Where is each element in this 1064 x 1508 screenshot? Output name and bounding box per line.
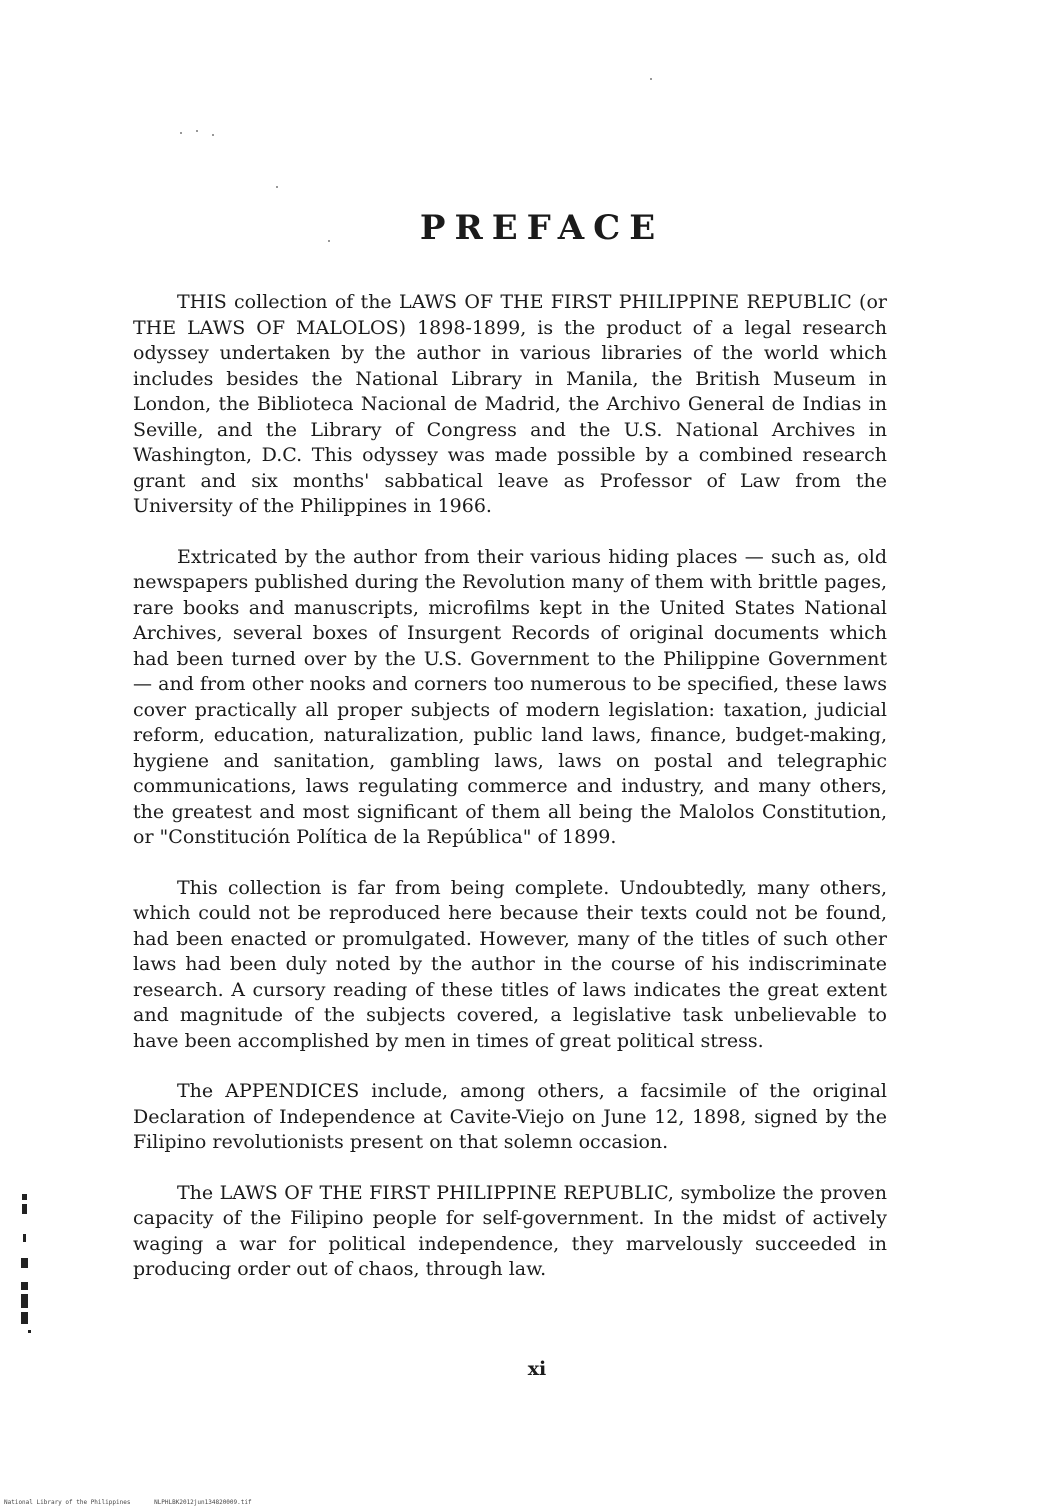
footer-file: NLPHLBK2012jun134820009.tif bbox=[154, 1499, 252, 1506]
scan-speck bbox=[212, 134, 214, 136]
footer-source: National Library of the Philippines bbox=[4, 1499, 131, 1506]
edge-stamp-marks bbox=[16, 1188, 34, 1338]
scan-footer bbox=[4, 1499, 272, 1506]
paragraph: THIS collection of the LAWS OF THE FIRST PHILIPPINE REPUBLIC (or THE LAWS OF MALOLOS) 1898-1899, is the product of a legal research odyssey undertaken by the author in various libraries of the world which includes besides the National Library in Manila, the British Museum in London, the Biblioteca Nacional de Madrid, the Archivo General de Indias in Seville, and the Library of Congress and the U.S. National Archives in Washington, D.C. This odyssey was made possible by a combined research grant and six months' sabbatical leave as Professor of Law from the University of the Philippines in 1966. bbox=[133, 291, 887, 517]
paragraph: The APPENDICES include, among others, a facsimile of the original Declaration of Independence at Cavite-Viejo on June 12, 1898, signed by the Filipino revolutionists present on that solemn occasion. bbox=[133, 1080, 887, 1153]
scan-speck bbox=[180, 132, 182, 134]
preface-body bbox=[133, 290, 887, 1308]
page-number: xi bbox=[527, 1358, 547, 1380]
paragraph: Extricated by the author from their various hiding places — such as, old newspapers published during the Revolution many of them with brittle pages, rare books and manuscripts, microfilms kept in the United States National Archives, several boxes of Insurgent Records of original documents which had been turned over by the U.S. Government to the Philippine Government — and from other nooks and corners too numerous to be specified, these laws cover practically all proper subjects of modern legislation: taxation, judicial reform, education, naturalization, public land laws, finance, budget-making, hygiene and sanitation, gambling laws, laws on postal and telegraphic communications, laws regulating commerce and industry, and many others, the greatest and most significant of them all being the Malolos Constitution, or "Constitución Política de la República" of 1899. bbox=[133, 545, 887, 848]
paragraph: The LAWS OF THE FIRST PHILIPPINE REPUBLIC, symbolize the proven capacity of the Filipino people for self-government. In the midst of actively waging a war for political independence, they marvelously succeeded in producing order out of chaos, through law. bbox=[133, 1181, 887, 1280]
scan-speck bbox=[650, 78, 652, 80]
scan-speck bbox=[276, 186, 278, 188]
page-title: PREFACE bbox=[419, 208, 665, 248]
scan-speck bbox=[196, 130, 198, 132]
paragraph: This collection is far from being complete. Undoubtedly, many others, which could not be reproduced here because their texts could not be found, had been enacted or promulgated. However, many of the titles of such other laws had been duly noted by the author in the course of his indiscriminate research. A cursory reading of these titles of laws indicates the great extent and magnitude of the subjects covered, a legislative task unbelievable to have been accomplished by men in times of great political stress. bbox=[133, 876, 887, 1052]
